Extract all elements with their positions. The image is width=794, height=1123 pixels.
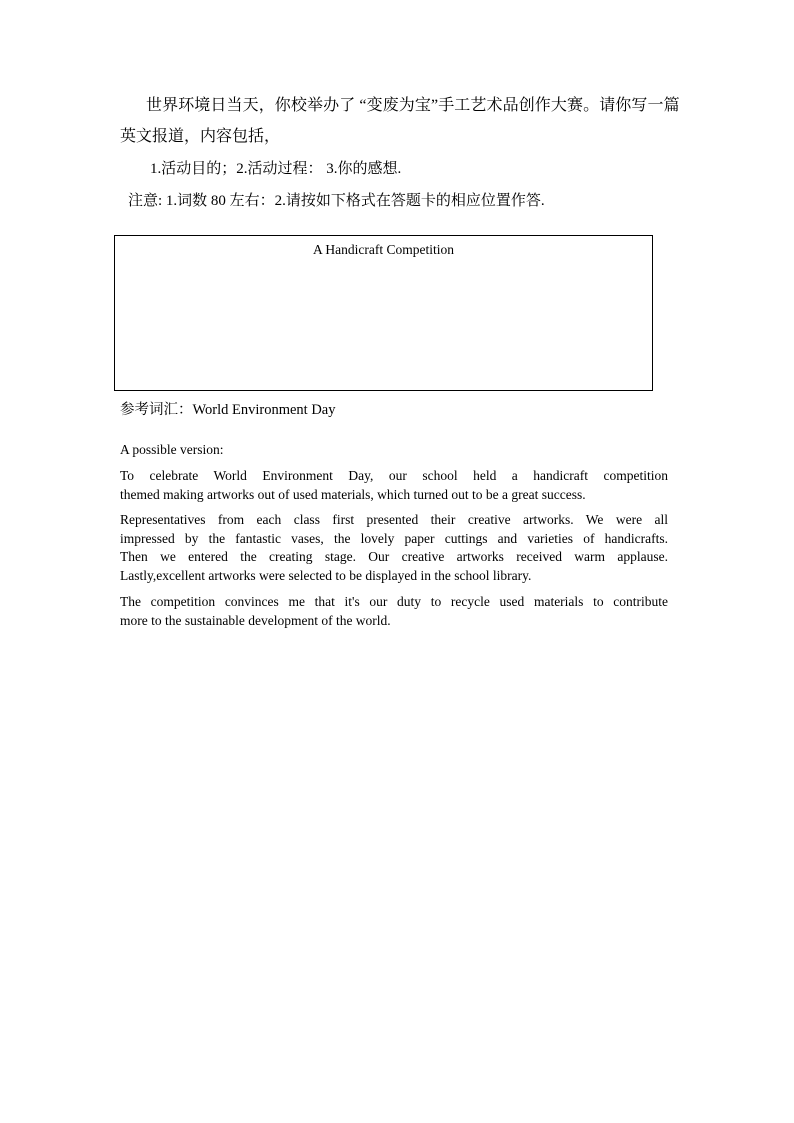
answer-box-title: A Handicraft Competition bbox=[313, 242, 454, 257]
essay-line: Lastly,excellent artworks were selected to be displayed in the school library. bbox=[120, 567, 532, 583]
essay-paragraph-reflection bbox=[120, 593, 668, 630]
essay-line: Then we entered the creating stage. Our creative artworks received warm applause. bbox=[120, 549, 668, 564]
essay-line: themed making artworks out of used materials, which turned out to be a great success. bbox=[120, 486, 586, 502]
essay-paragraph-intro bbox=[120, 467, 668, 504]
essay-line: impressed by the fantastic vases, the lovely paper cuttings and varieties of handicrafts. bbox=[120, 530, 668, 546]
essay-line: more to the sustainable development of the world. bbox=[120, 612, 391, 628]
prompt-instruction-line-continued: 英文报道，内容包括， bbox=[120, 128, 281, 145]
prompt-instruction-line: 世界环境日当天，你校举办了 “变废为宝”手工艺术品创作大赛。请你写一篇 bbox=[146, 97, 680, 114]
answer-box bbox=[114, 235, 653, 391]
prompt-notes: 注意: 1.词数 80 左右：2.请按如下格式在答题卡的相应位置作答. bbox=[128, 193, 545, 209]
reference-vocabulary: 参考词汇：World Environment Day bbox=[120, 402, 336, 418]
essay-paragraph-process bbox=[120, 511, 668, 585]
sample-version-label: A possible version: bbox=[120, 442, 224, 457]
essay-line: To celebrate World Environment Day, our school held a handicraft competition bbox=[120, 468, 668, 483]
prompt-content-points: 1.活动目的；2.活动过程： 3.你的感想. bbox=[150, 161, 402, 177]
essay-line: The competition convinces me that it's our duty to recycle used materials to contribute bbox=[120, 594, 668, 609]
essay-line: Representatives from each class first presented their creative artworks. We were all bbox=[120, 512, 668, 527]
